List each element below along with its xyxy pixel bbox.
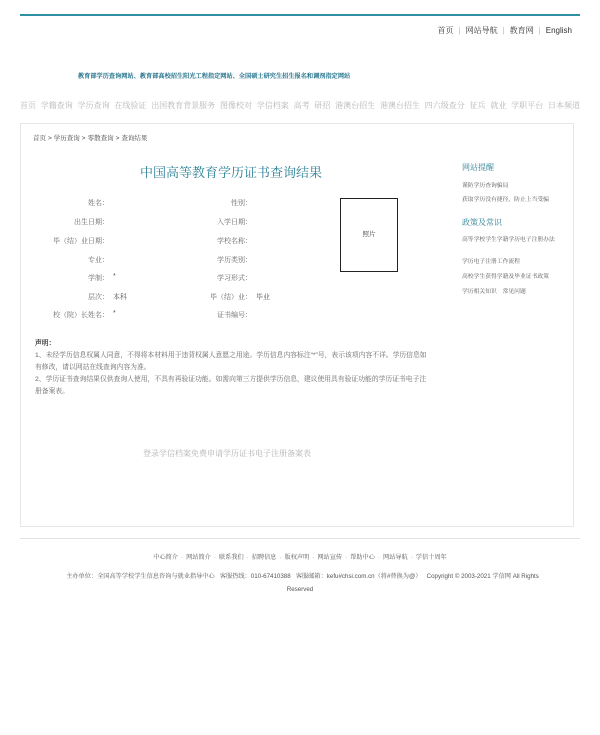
notice-block [35,338,430,398]
main-nav-item-home[interactable]: 首页 [20,101,36,110]
grad-value: 毕业 [256,294,270,301]
top-nav-home[interactable]: 首页 [437,26,454,35]
breadcrumb-result: 查询结果 [121,135,148,142]
footer-info [30,571,575,580]
birth-label: 出生日期： [74,219,109,226]
main-nav-item-yanzhao[interactable]: 研招 [314,101,331,110]
main-nav-item-xuezhi[interactable]: 学职平台 [511,101,544,110]
photo-frame [340,198,398,272]
main-nav-item-archive[interactable]: 学信档案 [256,101,289,110]
footer-links: 中心简介 · 网站简介 · 联系我们 · 招聘信息 · 版权声明 · 网站宣传 · 帮助中心 · 网站导航 · 学信十周年 [153,554,447,561]
duration-label: 学制： [88,275,109,282]
footer-link[interactable]: 招聘信息 [251,554,277,561]
top-rule [20,14,580,16]
main-nav-item-image[interactable]: 图像校对 [219,101,252,110]
breadcrumb-xueli[interactable]: 学历查询 [53,135,80,142]
footer-link[interactable]: 帮助中心 [350,554,375,561]
site-slogan: 教育部学历查询网站、教育部高校招生阳光工程指定网站、全国硕士研究生招生报名和调剂指定网站 [78,73,351,80]
main-nav-item-xueji[interactable]: 学籍查询 [40,101,73,110]
sidebar-policy-link[interactable]: 高等学校学生学籍学历电子注册办法 [462,237,555,243]
main-nav-item-jiuye[interactable]: 就业 [490,101,507,110]
president-value: * [113,310,116,317]
footer-phone: 客服热线：010-67410388 [219,573,291,580]
level-value: 本科 [113,294,127,301]
breadcrumb: 首页 > 学历查询 > 零散查询 > 查询结果 [33,135,148,142]
name-label: 姓名： [88,200,109,207]
enroll-label: 入学日期： [217,219,252,226]
notice-line: 2、学历证书查询结果仅供查询人使用，不具有再验证功能。如需向第三方提供学历信息，建议使用具有验证功能的学历证书电子注册备案表。 [35,376,427,395]
footer-link[interactable]: 网站导航 [382,554,408,561]
main-nav-item-gat-1[interactable]: 港澳台招生 [335,101,376,110]
top-nav-sitemap[interactable]: 网站导航 [465,26,498,35]
sidebar-policy-link[interactable]: 学历相关知识 常见问题 [462,289,526,295]
footer-rule [20,538,580,539]
breadcrumb-home[interactable]: 首页 [33,135,46,142]
page-title: 中国高等教育学历证书查询结果 [140,165,323,180]
main-nav-item-gaokao[interactable]: 高考 [293,101,310,110]
sidebar-policy-link[interactable]: 高校学生获得学籍及毕业证书政策 [462,274,549,280]
notice-title: 声明： [35,340,56,347]
footer-link[interactable]: 网站宣传 [317,554,343,561]
top-nav-edu[interactable]: 教育网 [509,26,534,35]
grad-label: 毕（结）业： [210,294,252,301]
main-nav-item-zhengbing[interactable]: 征兵 [469,101,486,110]
school-label: 学校名称： [217,238,252,245]
level-label: 层次： [88,294,109,301]
grad-date-label: 毕（结）业日期： [53,238,109,245]
footer-link[interactable]: 网站简介 [186,554,211,561]
footer-link[interactable]: 版权声明 [284,554,310,561]
main-nav-item-xueli[interactable]: 学历查询 [77,101,110,110]
footer-sponsor: 主办单位：全国高等学校学生信息咨询与就业指导中心 [66,573,215,580]
notice-line: 1、未经学历信息权属人同意，不得将本材料用于违背权属人意愿之用途。学历信息内容标注“*”号，表示该项内容不详。学历信息如有修改，请以网站在线查询内容为准。 [35,352,427,371]
duration-value: * [113,273,116,280]
top-nav-english[interactable]: English [545,26,572,35]
sidebar-tips-title: 网站提醒 [462,163,494,172]
footer-copyright: Copyright © 2003-2021 学信网 All Rights [426,573,539,580]
footer-rights: Reserved [286,586,314,593]
top-nav: 首页 | 网站导航 | 教育网 | English [437,26,572,35]
sidebar-tip-link[interactable]: 获取学历没有捷径，防止上当受骗 [462,197,549,203]
apply-report-link[interactable]: 登录学信档案免费申请学历证书电子注册备案表 [143,449,311,458]
sidebar-policy-title: 政策及常识 [462,218,502,227]
main-nav-item-abroad[interactable]: 出国教育背景服务 [151,101,216,110]
gender-label: 性别： [231,200,252,207]
sidebar-policy-link[interactable]: 学历电子注册工作流程 [462,259,520,265]
main-nav-item-verify[interactable]: 在线验证 [114,101,147,110]
footer-email: 客服邮箱：kefu#chsi.com.cn（将#替换为@） [295,573,422,580]
breadcrumb-lingsan[interactable]: 零散查询 [87,135,114,142]
main-nav-item-gat-2[interactable]: 港澳台招生 [379,101,420,110]
footer-link[interactable]: 联系我们 [218,554,244,561]
footer-link[interactable]: 中心简介 [153,554,179,561]
study-form-label: 学习形式： [217,275,252,282]
sidebar-tip-link[interactable]: 谨防学历查询骗局 [462,183,509,189]
footer-link[interactable]: 学信十周年 [415,554,447,561]
photo-label: 照片 [362,231,376,238]
main-nav-item-cet[interactable]: 四六级查分 [424,101,465,110]
main-nav [20,100,580,111]
edu-type-label: 学历类别： [217,257,252,264]
president-label: 校（院）长姓名： [53,312,109,319]
major-label: 专业： [88,257,109,264]
main-nav-item-japan[interactable]: 日本频道 [547,101,580,110]
cert-no-label: 证书编号： [217,312,252,319]
